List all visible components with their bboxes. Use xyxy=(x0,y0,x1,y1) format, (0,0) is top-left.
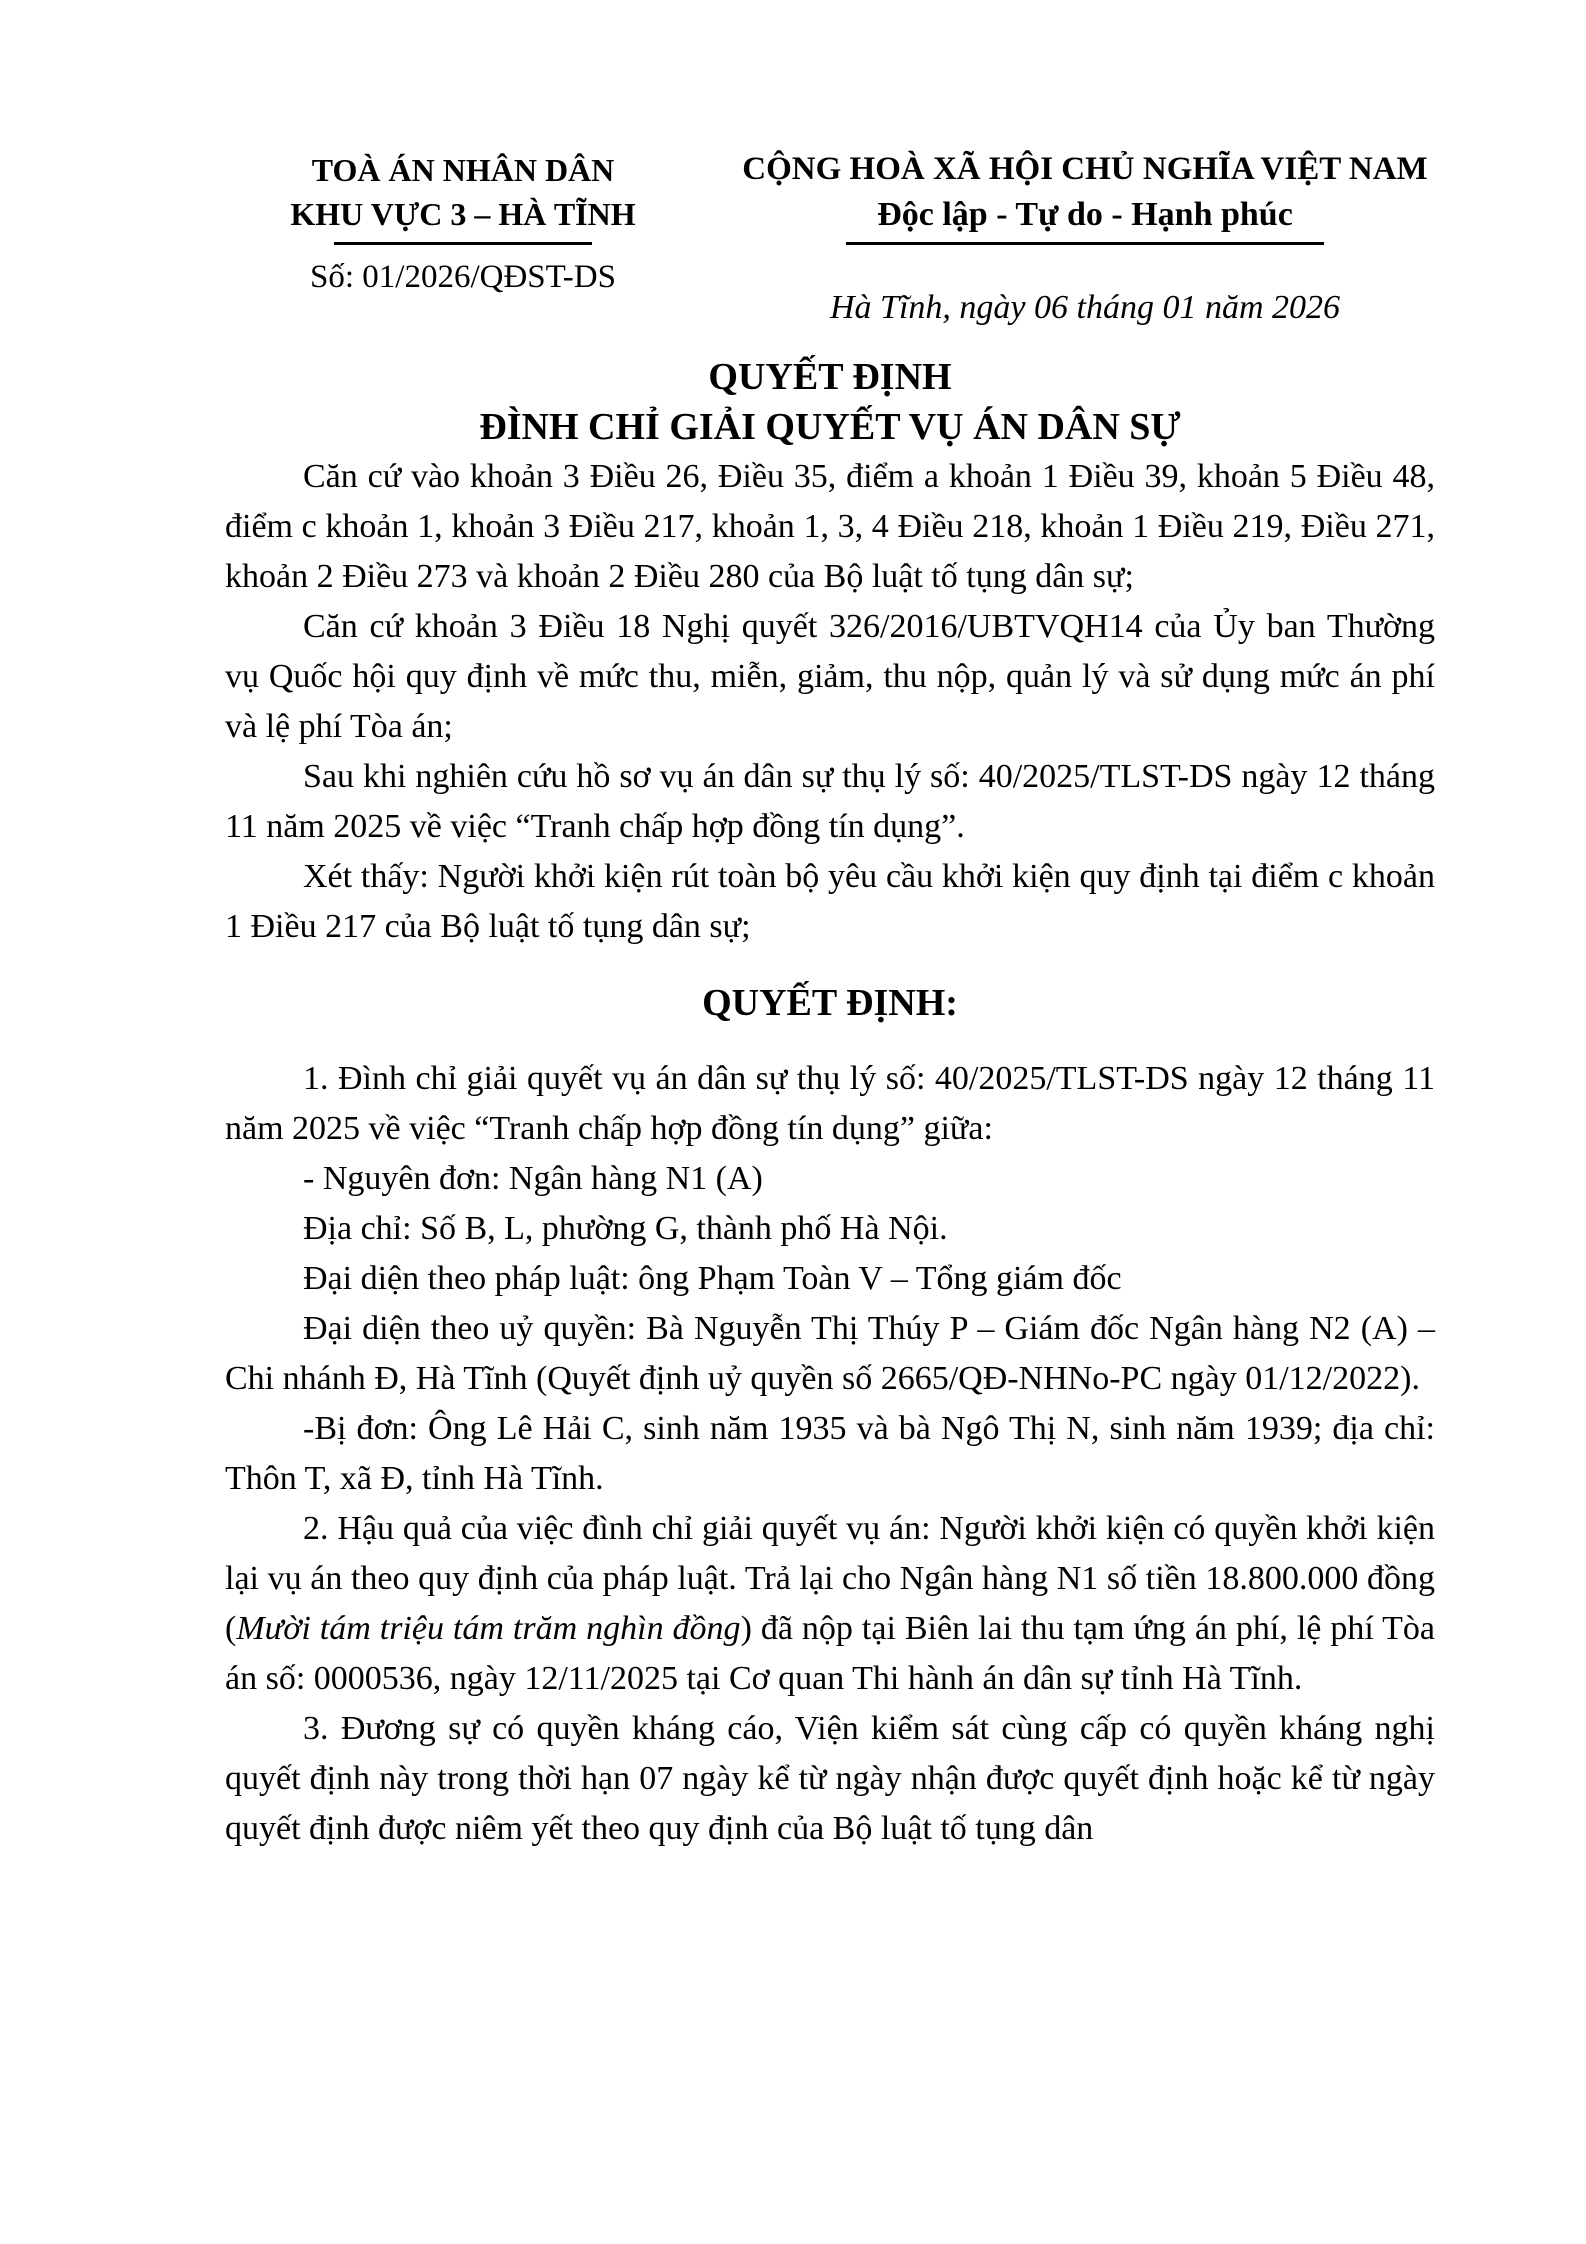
national-header-block xyxy=(705,146,1465,245)
court-name-line2: KHU VỰC 3 – HÀ TĨNH xyxy=(290,196,636,232)
national-title: CỘNG HOÀ XÃ HỘI CHỦ NGHĨA VIỆT NAM xyxy=(742,151,1428,187)
national-motto: Độc lập - Tự do - Hạnh phúc xyxy=(877,196,1293,233)
decision-subtitle: ĐÌNH CHỈ GIẢI QUYẾT VỤ ÁN DÂN SỰ xyxy=(479,406,1181,448)
party-plaintiff-address: Địa chỉ: Số B, L, phường G, thành phố Hà Nội. xyxy=(303,1210,948,1247)
item2-text-before: 2. Hậu quả của việc đình chỉ giải quyết vụ án: Người khởi kiện có quyền khởi kiện lại vụ án theo quy định của pháp luật. Trả lại cho Ngân hàng N1 số tiền 18.800.000 đồng ( xyxy=(225,1510,1435,1647)
decision-heading: QUYẾT ĐỊNH: xyxy=(702,982,958,1024)
preamble-paragraph-2: Căn cứ khoản 3 Điều 18 Nghị quyết 326/2016/UBTVQH14 của Ủy ban Thường vụ Quốc hội quy định về mức thu, miễn, giảm, thu nộp, quản lý và sử dụng mức án phí và lệ phí Tòa án; xyxy=(225,608,1435,745)
decision-title: QUYẾT ĐỊNH xyxy=(708,356,952,398)
place-date-line: Hà Tĩnh, ngày 06 tháng 01 năm 2026 xyxy=(830,289,1340,326)
party-defendant: -Bị đơn: Ông Lê Hải C, sinh năm 1935 và bà Ngô Thị N, sinh năm 1939; địa chỉ: Thôn T, xã Đ, tỉnh Hà Tĩnh. xyxy=(225,1410,1435,1497)
party-plaintiff: - Nguyên đơn: Ngân hàng N1 (A) xyxy=(303,1160,763,1197)
issuing-court-block xyxy=(238,148,688,297)
legal-representative: Đại diện theo pháp luật: ông Phạm Toàn V – Tổng giám đốc xyxy=(303,1260,1122,1297)
court-name-underline xyxy=(334,242,592,245)
item2-text-after: ) đã nộp tại Biên lai thu tạm ứng án phí, lệ phí Tòa án số: 0000536, ngày 12/11/2025 tại Cơ quan Thi hành án dân sự tỉnh Hà Tĩnh. xyxy=(225,1610,1436,1697)
preamble-paragraph-1: Căn cứ vào khoản 3 Điều 26, Điều 35, điểm a khoản 1 Điều 39, khoản 5 Điều 48, điểm c khoản 1, khoản 3 Điều 217, khoản 1, 3, 4 Điều 218, khoản 1 Điều 219, Điều 271, khoản 2 Điều 273 và khoản 2 Điều 280 của Bộ luật tố tụng dân sự; xyxy=(225,458,1435,595)
authorized-representative: Đại diện theo uỷ quyền: Bà Nguyễn Thị Thúy P – Giám đốc Ngân hàng N2 (A) – Chi nhánh Đ, Hà Tĩnh (Quyết định uỷ quyền số 2665/QĐ-NHNo-PC ngày 01/12/2022). xyxy=(225,1310,1435,1397)
decision-item-1: 1. Đình chỉ giải quyết vụ án dân sự thụ lý số: 40/2025/TLST-DS ngày 12 tháng 11 năm 2025 về việc “Tranh chấp hợp đồng tín dụng” giữa: xyxy=(225,1060,1435,1147)
decision-item-3: 3. Đương sự có quyền kháng cáo, Viện kiểm sát cùng cấp có quyền kháng nghị quyết định này trong thời hạn 07 ngày kể từ ngày nhận được quyết định hoặc kể từ ngày quyết định được niêm yết theo quy định của Bộ luật tố tụng dân xyxy=(225,1710,1435,1847)
preamble-paragraph-3: Sau khi nghiên cứu hồ sơ vụ án dân sự thụ lý số: 40/2025/TLST-DS ngày 12 tháng 11 năm 2025 về việc “Tranh chấp hợp đồng tín dụng”. xyxy=(225,758,1435,845)
preamble-paragraph-4: Xét thấy: Người khởi kiện rút toàn bộ yêu cầu khởi kiện quy định tại điểm c khoản 1 Điều 217 của Bộ luật tố tụng dân sự; xyxy=(225,858,1435,945)
motto-underline xyxy=(846,242,1324,245)
court-name-line1: TOÀ ÁN NHÂN DÂN xyxy=(311,152,615,188)
decision-item-2 xyxy=(225,1504,1435,1704)
item2-amount-in-words: Mười tám triệu tám trăm nghìn đồng xyxy=(236,1610,741,1647)
document-number: Số: 01/2026/QĐST-DS xyxy=(310,259,616,295)
